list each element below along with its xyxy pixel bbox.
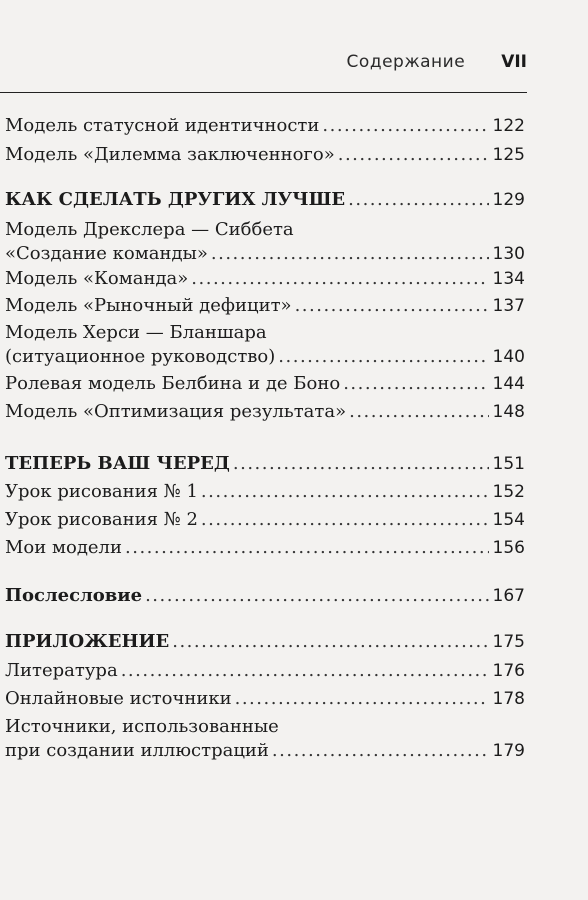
toc-section-heading (5, 584, 525, 608)
toc-section-title: КАК СДЕЛАТЬ ДРУГИХ ЛУЧШЕ (5, 189, 346, 210)
toc-entry-page: 148 (492, 402, 525, 422)
toc-leader-dots (233, 452, 489, 476)
toc-entry (5, 400, 525, 424)
toc-entry (5, 715, 525, 763)
toc-entry (5, 372, 525, 396)
page-number: VII (501, 52, 527, 72)
toc-entry-page: 152 (492, 482, 525, 502)
toc-entry-page: 130 (492, 244, 525, 264)
toc-entry (5, 687, 525, 711)
toc-entry-title: Урок рисования № 1 (5, 481, 198, 502)
toc-entry-page: 176 (492, 661, 525, 681)
toc-leader-dots (121, 659, 489, 683)
toc-entry-title-line2: «Создание команды» (5, 243, 208, 264)
toc-entry-page: 129 (492, 190, 525, 210)
toc-entry (5, 114, 525, 138)
toc-entry-title-line2: при создании иллюстраций (5, 740, 269, 761)
toc-entry (5, 218, 525, 266)
toc-entry-title: Онлайновые источники (5, 688, 232, 709)
toc-entry-page: 179 (492, 741, 525, 761)
toc-entry-page: 151 (492, 454, 525, 474)
toc-entry (5, 294, 525, 318)
toc-entry-page: 134 (492, 269, 525, 289)
toc-entry-page: 178 (492, 689, 525, 709)
toc-entry-page: 175 (492, 632, 525, 652)
toc-leader-dots (235, 687, 489, 711)
toc-entry-title: Мои модели (5, 537, 122, 558)
toc-leader-dots (201, 480, 489, 504)
toc-entry-title: Ролевая модель Белбина и де Боно (5, 373, 341, 394)
toc-entry (5, 321, 525, 369)
toc-leader-dots (343, 372, 488, 396)
toc-leader-dots (348, 188, 488, 212)
toc-entry-page: 156 (492, 538, 525, 558)
toc-leader-dots (125, 536, 489, 560)
toc-entry-title-line1: Модель Херси — Бланшара (5, 322, 267, 343)
toc-section-heading (5, 452, 525, 476)
toc-leader-dots (278, 345, 488, 369)
toc-section-heading (5, 630, 525, 654)
toc-entry (5, 267, 525, 291)
toc-entry-page: 137 (492, 296, 525, 316)
toc-entry-page: 144 (492, 374, 525, 394)
toc-leader-dots (349, 400, 488, 424)
running-header (347, 52, 527, 72)
toc-section-title: ПРИЛОЖЕНИЕ (5, 631, 170, 652)
running-header-section: Содержание (346, 52, 466, 72)
toc-leader-dots (322, 114, 488, 138)
toc-entry-title: Модель статусной идентичности (5, 115, 320, 136)
header-rule (0, 92, 527, 93)
toc-entry-title: Литература (5, 660, 118, 681)
toc-leader-dots (172, 630, 488, 654)
toc-entry-title-line1: Модель Дрекслера — Сиббета (5, 219, 294, 240)
toc-entry-page: 154 (492, 510, 525, 530)
toc-section-heading (5, 188, 525, 212)
toc-section-title: ТЕПЕРЬ ВАШ ЧЕРЕД (5, 453, 230, 474)
toc-leader-dots (145, 584, 488, 608)
toc-leader-dots (338, 143, 489, 167)
toc-entry-title: Модель «Команда» (5, 268, 189, 289)
toc-entry (5, 536, 525, 560)
toc-section-title: Послесловие (5, 585, 143, 606)
toc-entry-page: 167 (492, 586, 525, 606)
toc-entry-title-line2: (ситуационное руководство) (5, 346, 276, 367)
toc-leader-dots (272, 739, 489, 763)
toc-entry-title: Модель «Оптимизация результата» (5, 401, 347, 422)
toc-entry (5, 508, 525, 532)
toc-entry-page: 140 (492, 347, 525, 367)
toc-leader-dots (295, 294, 489, 318)
toc-entry-title: Модель «Рыночный дефицит» (5, 295, 292, 316)
toc-entry-title-line1: Источники, использованные (5, 716, 279, 737)
toc-entry-title: Урок рисования № 2 (5, 509, 198, 530)
toc-leader-dots (211, 242, 489, 266)
toc-entry (5, 480, 525, 504)
toc-leader-dots (191, 267, 488, 291)
toc-leader-dots (201, 508, 489, 532)
toc-entry-page: 122 (492, 116, 525, 136)
toc-entry (5, 143, 525, 167)
toc-entry-title: Модель «Дилемма заключенного» (5, 144, 335, 165)
toc-entry (5, 659, 525, 683)
toc-entry-page: 125 (492, 145, 525, 165)
